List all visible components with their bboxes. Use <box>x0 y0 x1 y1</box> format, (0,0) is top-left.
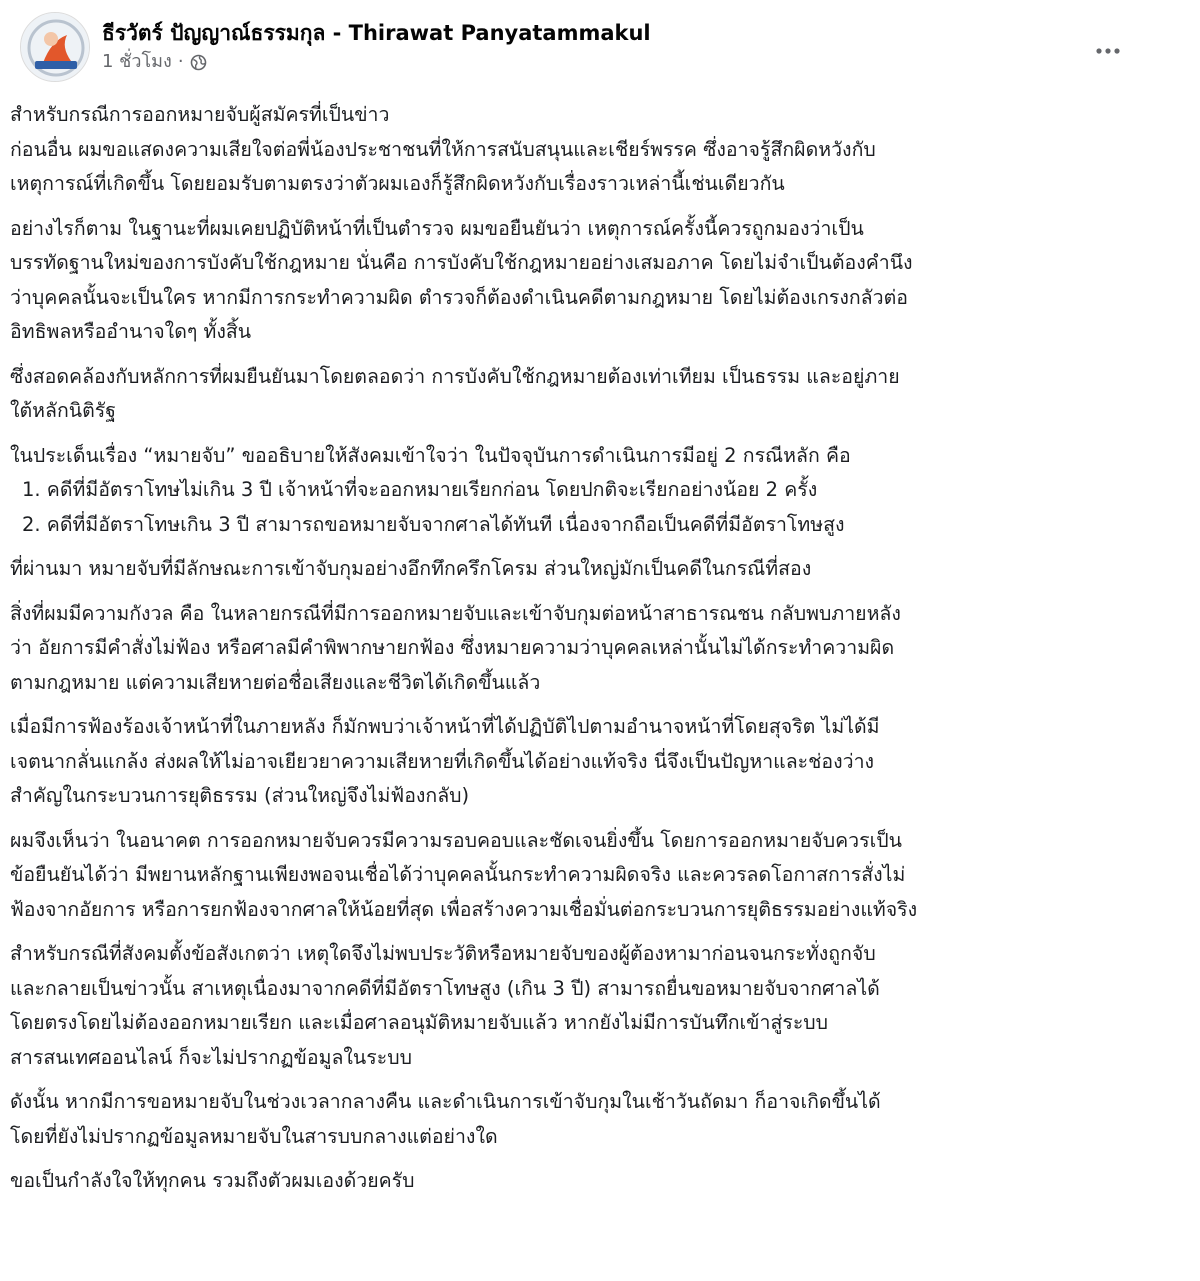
post-text-line: โดยตรงโดยไม่ต้องออกหมายเรียก และเมื่อศาลอนุมัติหมายจับแล้ว หากยังไม่มีการบันทึกเข้าสู่ระบบ <box>10 1011 829 1034</box>
globe-icon[interactable] <box>190 54 207 71</box>
post-paragraph <box>10 1164 1142 1199</box>
post-body <box>10 98 1142 1199</box>
post-text-line: ผมจึงเห็นว่า ในอนาคต การออกหมายจับควรมีความรอบคอบและชัดเจนยิ่งขึ้น โดยการออกหมายจับควรเป็น <box>10 828 902 852</box>
post-text-line: สำคัญในกระบวนการยุติธรรม (ส่วนใหญ่จึงไม่ฟ้องกลับ) <box>10 784 470 807</box>
post-text-line: ก่อนอื่น ผมขอแสดงความเสียใจต่อพี่น้องประชาชนที่ให้การสนับสนุนและเชียร์พรรค ซึ่งอาจรู้สึกผิดหวังกับ <box>10 137 876 161</box>
post-paragraph <box>10 360 1142 429</box>
post-text-line: ข้อยืนยันได้ว่า มีพยานหลักฐานเพียงพอจนเชื่อได้ว่าบุคคลนั้นกระทำความผิดจริง และควรลดโอกาสการสั่งไม่ <box>10 863 906 886</box>
post-paragraph <box>10 98 1142 202</box>
post-text-line: อย่างไรก็ตาม ในฐานะที่ผมเคยปฏิบัติหน้าที่เป็นตำรวจ ผมขอยืนยันว่า เหตุการณ์ครั้งนี้ควรถูกมองว่าเป็น <box>10 216 864 240</box>
post-paragraph <box>10 552 1142 587</box>
post-text-line: สิ่งที่ผมมีความกังวล คือ ในหลายกรณีที่มีการออกหมายจับและเข้าจับกุมต่อหน้าสาธารณชน กลับพบภายหลัง <box>10 601 901 625</box>
more-horizontal-icon <box>1095 43 1121 58</box>
post-paragraph <box>10 937 1142 1075</box>
more-options-button[interactable] <box>1088 30 1128 70</box>
post-paragraph <box>10 212 1142 350</box>
post-text-line: โดยที่ยังไม่ปรากฏข้อมูลหมายจับในสารบบกลางแต่อย่างใด <box>10 1124 498 1148</box>
post-text-line: ที่ผ่านมา หมายจับที่มีลักษณะการเข้าจับกุมอย่างอึกทึกครึกโครม ส่วนใหญ่มักเป็นคดีในกรณีที่สอง <box>10 557 812 580</box>
author-name[interactable]: ธีรวัตร์ ปัญญาณ์ธรรมกุล - Thirawat Panyatammakul <box>102 21 651 45</box>
avatar[interactable] <box>20 12 90 82</box>
post-text-line: ซึ่งสอดคล้องกับหลักการที่ผมยืนยันมาโดยตลอดว่า การบังคับใช้กฎหมายต้องเท่าเทียม เป็นธรรม และอยู่ภาย <box>10 364 900 388</box>
post-header <box>10 0 1142 98</box>
post-text-line: อิทธิพลหรืออำนาจใดๆ ทั้งสิ้น <box>10 320 252 343</box>
post-text-line: ว่า อัยการมีคำสั่งไม่ฟ้อง หรือศาลมีคำพิพากษายกฟ้อง ซึ่งหมายความว่าบุคคลเหล่านั้นไม่ได้กระทำความผิด <box>10 636 895 659</box>
author-block <box>102 20 651 73</box>
post-text-line: สำหรับกรณีที่สังคมตั้งข้อสังเกตว่า เหตุใดจึงไม่พบประวัติหรือหมายจับของผู้ต้องหามาก่อนจนกระทั่งถูกจับ <box>10 942 876 965</box>
post-paragraph <box>10 824 1142 928</box>
post-paragraph <box>10 710 1142 814</box>
post-text-line: ใต้หลักนิติรัฐ <box>10 399 117 422</box>
post-text-line: ขอเป็นกำลังใจให้ทุกคน รวมถึงตัวผมเองด้วยครับ <box>10 1169 415 1192</box>
post-list-item: 2. คดีที่มีอัตราโทษเกิน 3 ปี สามารถขอหมายจับจากศาลได้ทันที เนื่องจากถือเป็นคดีที่มีอัตราโทษสูง <box>22 512 845 536</box>
post-text-line: ฟ้องจากอัยการ หรือการยกฟ้องจากศาลให้น้อยที่สุด เพื่อสร้างความเชื่อมั่นต่อกระบวนการยุติธรรมอย่างแท้จริง <box>10 897 918 921</box>
post-text-line: สารสนเทศออนไลน์ ก็จะไม่ปรากฏข้อมูลในระบบ <box>10 1045 412 1069</box>
post-text-line: ดังนั้น หากมีการขอหมายจับในช่วงเวลากลางคืน และดำเนินการเข้าจับกุมในเช้าวันถัดมา ก็อาจเกิดขึ้นได้ <box>10 1090 881 1113</box>
post-text-line: ว่าบุคคลนั้นจะเป็นใคร หากมีการกระทำความผิด ตำรวจก็ต้องดำเนินคดีตามกฎหมาย โดยไม่ต้องเกรงกลัวต่อ <box>10 285 908 309</box>
post-text-line: ในประเด็นเรื่อง “หมายจับ” ขออธิบายให้สังคมเข้าใจว่า ในปัจจุบันการดำเนินการมีอยู่ 2 กรณีหลัก คือ <box>10 443 851 467</box>
post-paragraph <box>10 439 1142 543</box>
post-paragraph <box>10 597 1142 701</box>
post-meta <box>102 51 651 73</box>
post-paragraph <box>10 1085 1142 1154</box>
post-text-line: เหตุการณ์ที่เกิดขึ้น โดยยอมรับตามตรงว่าตัวผมเองก็รู้สึกผิดหวังกับเรื่องราวเหล่านี้เช่นเดียวกัน <box>10 172 785 195</box>
post-text-line: บรรทัดฐานใหม่ของการบังคับใช้กฎหมาย นั่นคือ การบังคับใช้กฎหมายอย่างเสมอภาค โดยไม่จำเป็นต้องคำนึง <box>10 251 913 274</box>
post-list-item: 1. คดีที่มีอัตราโทษไม่เกิน 3 ปี เจ้าหน้าที่จะออกหมายเรียกก่อน โดยปกติจะเรียกอย่างน้อย 2 ครั้ง <box>22 478 818 501</box>
post-timestamp[interactable]: 1 ชั่วโมง <box>102 51 172 72</box>
post-text-line: เจตนากลั่นแกล้ง ส่งผลให้ไม่อาจเยียวยาความเสียหายที่เกิดขึ้นได้อย่างแท้จริง นี่จึงเป็นปัญหาและช่องว่าง <box>10 749 875 773</box>
post-text-line: สำหรับกรณีการออกหมายจับผู้สมัครที่เป็นข่าว <box>10 103 390 126</box>
post-text-line: เมื่อมีการฟ้องร้องเจ้าหน้าที่ในภายหลัง ก็มักพบว่าเจ้าหน้าที่ได้ปฏิบัติไปตามอำนาจหน้าที่โดยสุจริต ไม่ได้มี <box>10 715 880 738</box>
meta-separator: · <box>177 51 184 72</box>
post-text-line: ตามกฎหมาย แต่ความเสียหายต่อชื่อเสียงและชีวิตได้เกิดขึ้นแล้ว <box>10 670 541 694</box>
post-text-line: และกลายเป็นข่าวนั้น สาเหตุเนื่องมาจากคดีที่มีอัตราโทษสูง (เกิน 3 ปี) สามารถยื่นขอหมายจับจากศาลได้ <box>10 976 880 1000</box>
